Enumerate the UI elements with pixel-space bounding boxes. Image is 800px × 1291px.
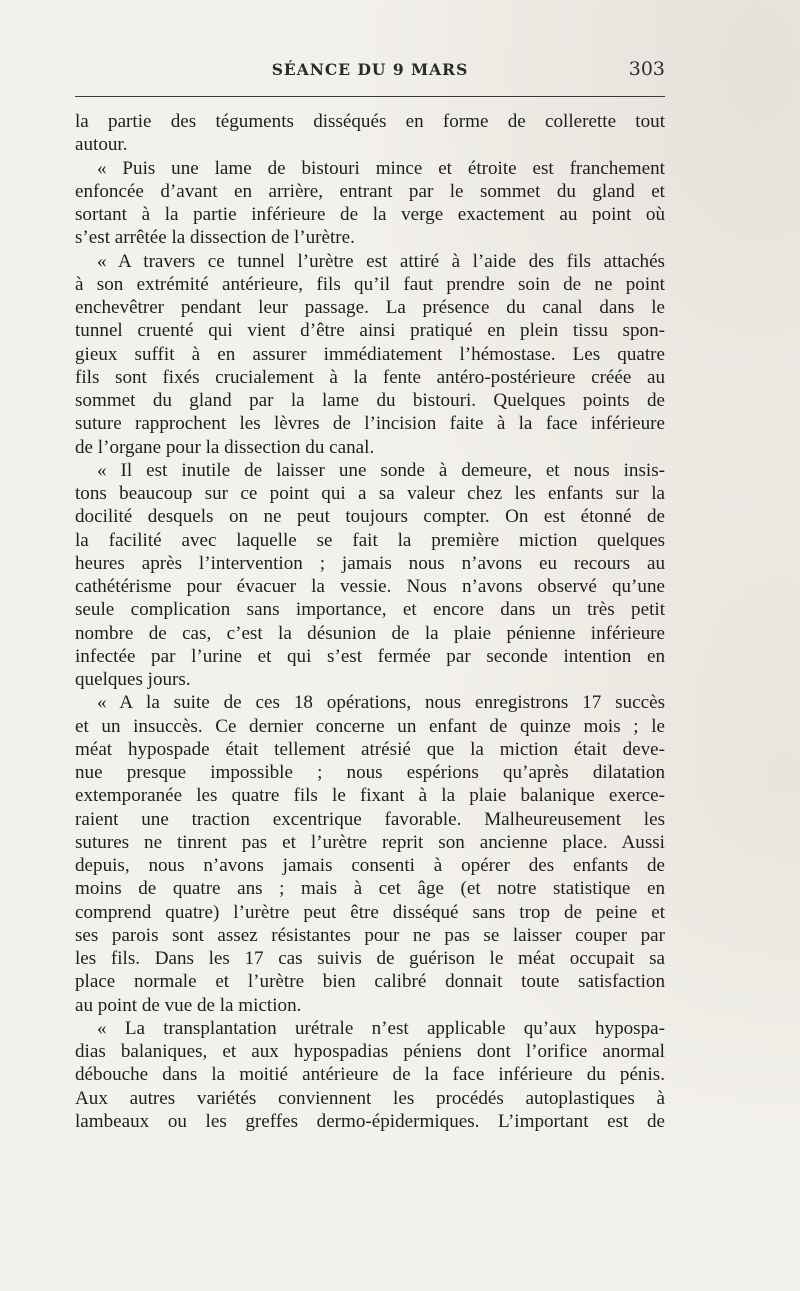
text-line: de l’organe pour la dissection du canal. [75,436,375,458]
running-head [75,58,665,84]
text-line: docilité desquels on ne peut toujours compter. On est étonné de [75,506,665,528]
text-line: nue presque impossible ; nous espérions qu’après dilatation [75,762,665,783]
text-line: heures après l’intervention ; jamais nous n’avons eu recours au [75,552,665,574]
text-line: nombre de cas, c’est la désunion de la plaie pénienne inférieure [75,622,665,644]
text-line: extemporanée les quatre fils le fixant à la plaie balanique exerce- [75,785,665,807]
text-line: comprend quatre) l’urètre peut être disséqué sans trop de peine et [75,901,665,923]
text-line: Aux autres variétés conviennent les procédés autoplastiques à [75,1087,665,1109]
text-line: raient une traction excentrique favorable. Malheureusement les [75,808,665,830]
text-line: enfoncée d’avant en arrière, entrant par le sommet du gland et [75,180,665,202]
text-line: « Puis une lame de bistouri mince et étroite est franchement [97,157,665,179]
text-line: fils sont fixés crucialement à la fente antéro-postérieure créée au [75,366,665,388]
text-line: ses parois sont assez résistantes pour ne pas se laisser couper par [75,924,665,946]
text-line: sommet du gland par la lame du bistouri. Quelques points de [75,390,665,411]
text-line: depuis, nous n’avons jamais consenti à opérer des enfants de [75,855,665,876]
page-number: 303 [628,58,665,80]
text-line: tons beaucoup sur ce point qui a sa valeur chez les enfants sur la [75,483,665,504]
text-line: les fils. Dans les 17 cas suivis de guérison le méat occupait sa [75,948,665,969]
running-title: SÉANCE DU 9 MARS [271,60,469,79]
text-line: sortant à la partie inférieure de la verge exactement au point où [75,204,665,225]
text-line: autour. [75,134,128,156]
header-rule [75,96,665,97]
text-line: la partie des téguments disséqués en forme de collerette tout [75,111,665,132]
text-line: lambeaux ou les greffes dermo-épidermiques. L’important est de [75,1110,665,1132]
text-line: débouche dans la moitié antérieure de la face inférieure du pénis. [75,1064,665,1086]
text-line: méat hypospade était tellement atrésié que la miction était deve- [75,738,665,760]
text-line: place normale et l’urètre bien calibré donnait toute satisfaction [75,971,665,993]
text-line: gieux suffit à en assurer immédiatement l’hémostase. Les quatre [75,343,665,365]
text-line: quelques jours. [75,669,191,690]
text-line: et un insuccès. Ce dernier concerne un enfant de quinze mois ; le [75,715,665,737]
text-line: « La transplantation urétrale n’est applicable qu’aux hypospa- [97,1017,665,1039]
text-line: dias balaniques, et aux hypospadias péniens dont l’orifice anormal [75,1041,665,1062]
text-line: tunnel cruenté qui vient d’être ainsi pratiqué en plein tissu spon- [75,320,665,342]
text-line: s’est arrêtée la dissection de l’urètre. [75,227,355,249]
text-line: cathétérisme pour évacuer la vessie. Nous n’avons observé qu’une [75,576,665,597]
text-line: seule complication sans importance, et encore dans un très petit [75,599,665,621]
text-line: infectée par l’urine et qui s’est fermée par seconde intention en [75,645,665,667]
text-line: « A travers ce tunnel l’urètre est attiré à l’aide des fils attachés [97,250,665,272]
text-line: moins de quatre ans ; mais à cet âge (et notre statistique en [75,878,665,900]
text-line: au point de vue de la miction. [75,994,302,1016]
text-line: « A la suite de ces 18 opérations, nous enregistrons 17 succès [97,692,665,714]
text-line: la facilité avec laquelle se fait la première miction quelques [75,529,665,551]
text-line: suture rapprochent les lèvres de l’incision faite à la face inférieure [75,413,665,435]
text-line: à son extrémité antérieure, fils qu’il faut prendre soin de ne point [75,273,665,295]
text-line: enchevêtrer pendant leur passage. La présence du canal dans le [75,297,665,318]
text-line: sutures ne tinrent pas et l’urètre reprit son ancienne place. Aussi [75,831,665,853]
body-text [75,110,665,1133]
text-line: « Il est inutile de laisser une sonde à demeure, et nous insis- [97,459,665,481]
